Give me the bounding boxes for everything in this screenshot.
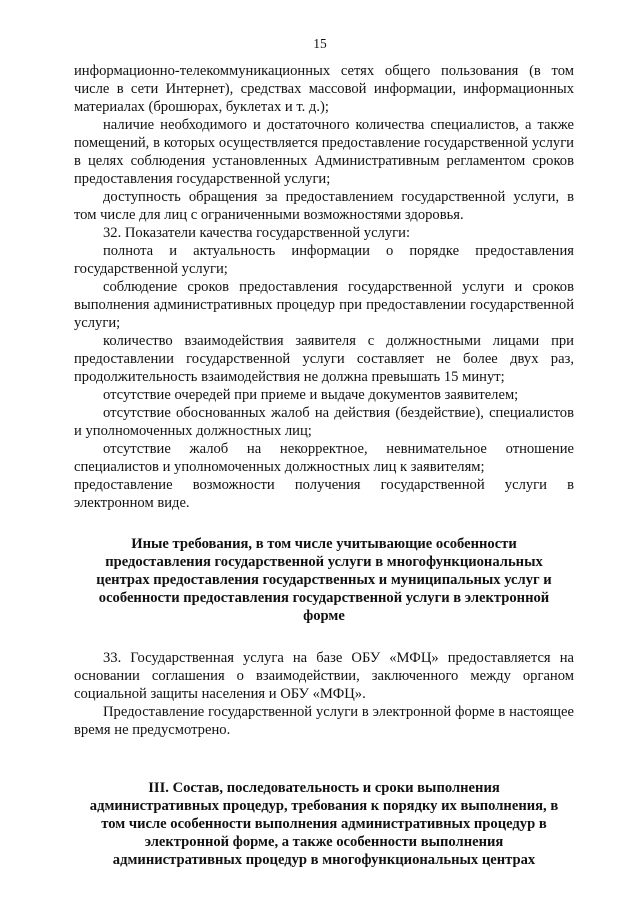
paragraph-specialists: наличие необходимого и достаточного количества специалистов, а также помещений, в которых осуществляется предоставление государственной услуги в целях соблюдения установленных Административным регламентом сроков предоставления государственной услуги;	[74, 117, 574, 187]
paragraph-no-incorrect-attitude: отсутствие жалоб на некорректное, невнимательное отношение специалистов и уполномоченных должностных лиц к заявителям;	[74, 441, 574, 475]
paragraph-interactions: количество взаимодействия заявителя с должностными лицами при предоставлении государственной услуги составляет не более двух раз, продолжительность взаимодействия не должна превышать 15 минут;	[74, 333, 574, 385]
paragraph-no-queues: отсутствие очередей при приеме и выдаче документов заявителем;	[103, 387, 519, 403]
paragraph-info-channels: информационно-телекоммуникационных сетях общего пользования (в том числе в сети Интернет), средствах массовой информации, информационных материалах (брошюрах, буклетах и т. д.);	[74, 63, 574, 115]
paragraph-accessibility: доступность обращения за предоставлением государственной услуги, в том числе для лиц с ограниченными возможностями здоровья.	[74, 189, 574, 223]
paragraph-electronic-form: Предоставление государственной услуги в электронной форме в настоящее время не предусмотрено.	[74, 704, 574, 738]
paragraph-info-completeness: полнота и актуальность информации о порядке предоставления государственной услуги;	[74, 243, 574, 277]
paragraph-no-complaints: отсутствие обоснованных жалоб на действия (бездействие), специалистов и уполномоченных должностных лиц;	[74, 405, 574, 439]
document-body	[74, 62, 574, 869]
paragraph-electronic-access: предоставление возможности получения государственной услуги в электронном виде.	[74, 477, 574, 511]
section-heading-administrative-procedures: III. Состав, последовательность и сроки выполнения административных процедур, требования к порядку их выполнения, в том числе особенности выполнения административных процедур в электронной форме, а также особенности выполнения административных процедур в многофункциональных центрах	[89, 780, 559, 868]
paragraph-mfc-agreement: 33. Государственная услуга на базе ОБУ «МФЦ» предоставляется на основании соглашения о взаимодействии, заключенного между органом социальной защиты населения и ОБУ «МФЦ».	[74, 650, 574, 702]
page-number: 15	[313, 36, 327, 51]
section-heading-other-requirements: Иные требования, в том числе учитывающие особенности предоставления государственной услуги в многофункциональных центрах предоставления государственных и муниципальных услуг и особенности предоставления государственной услуги в электронной форме	[96, 536, 552, 624]
paragraph-quality-indicators: 32. Показатели качества государственной услуги:	[103, 225, 411, 241]
paragraph-deadlines: соблюдение сроков предоставления государственной услуги и сроков выполнения административных процедур при предоставлении государственной услуги;	[74, 279, 574, 331]
